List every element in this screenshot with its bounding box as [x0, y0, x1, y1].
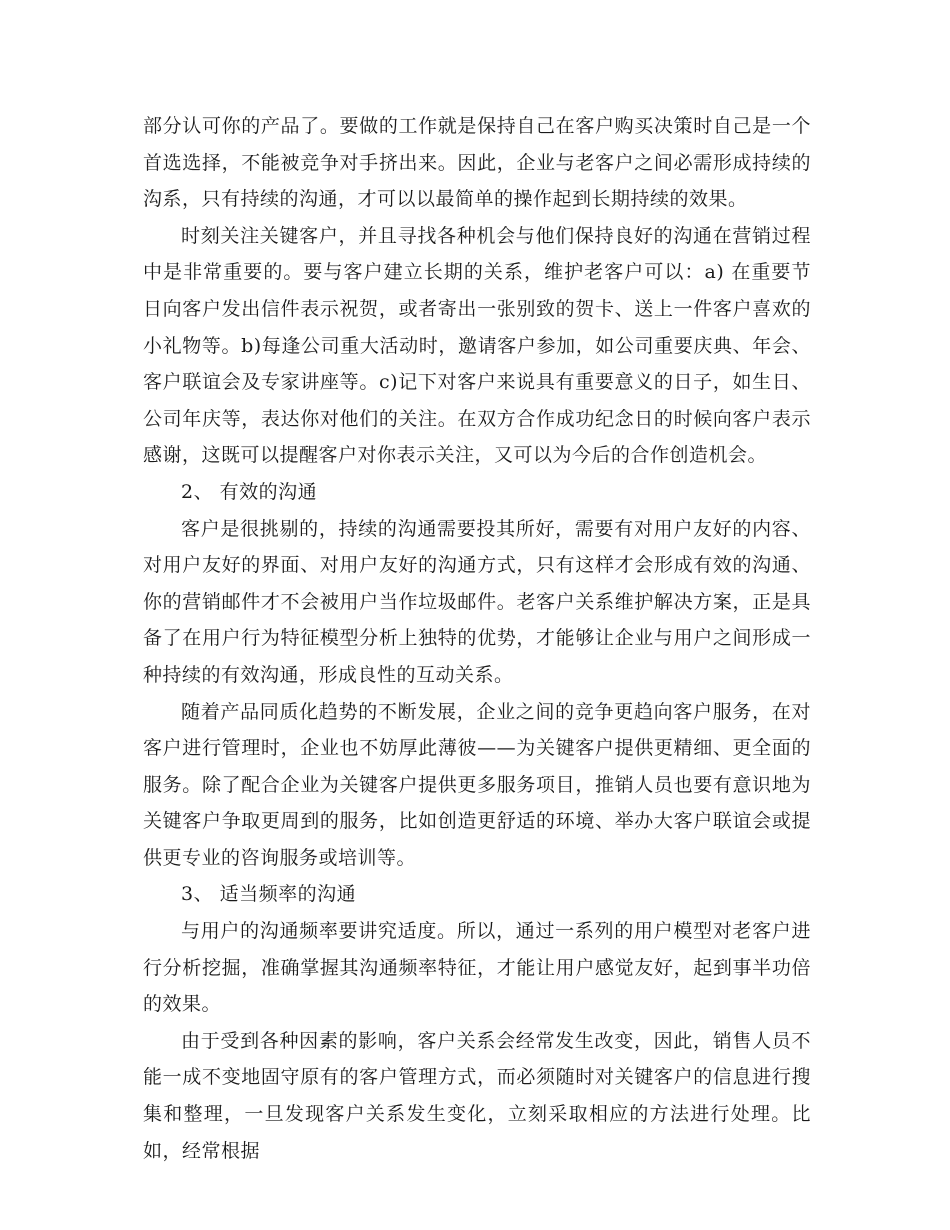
document-body [143, 108, 811, 1169]
section-heading-3: 3、 适当频率的沟通 [181, 883, 357, 906]
section-heading-2: 2、 有效的沟通 [181, 480, 318, 503]
paragraph-2: 时刻关注关键客户，并且寻找各种机会与他们保持良好的沟通在营销过程中是非常重要的。要与客户建立长期的关系，维护老客户可以：a) 在重要节日向客户发出信件表示祝贺，或者寄出一张别致的贺卡、送上一件客户喜欢的小礼物等。b)每逢公司重大活动时，邀请客户参加，如公司重要庆典、年会、客户联谊会及专家讲座等。c)记下对客户来说具有重要意义的日子，如生日、公司年庆等，表达你对他们的关注。在双方合作成功纪念日的时候向客户表示感谢，这既可以提醒客户对你表示关注，又可以为今后的合作创造机会。 [143, 224, 811, 467]
paragraph-4: 随着产品同质化趋势的不断发展，企业之间的竞争更趋向客户服务，在对客户进行管理时，企业也不妨厚此薄彼——为关键客户提供更精细、更全面的服务。除了配合企业为关键客户提供更多服务项目，推销人员也要有意识地为关键客户争取更周到的服务，比如创造更舒适的环境、举办大客户联谊会或提供更专业的咨询服务或培训等。 [143, 700, 811, 869]
paragraph-3: 客户是很挑剔的，持续的沟通需要投其所好，需要有对用户友好的内容、对用户友好的界面、对用户友好的沟通方式，只有这样才会形成有效的沟通、你的营销邮件才不会被用户当作垃圾邮件。老客户关系维护解决方案，正是具备了在用户行为特征模型分析上独特的优势，才能够让企业与用户之间形成一种持续的有效沟通，形成良性的互动关系。 [143, 517, 811, 686]
paragraph-6: 由于受到各种因素的影响，客户关系会经常发生改变，因此，销售人员不能一成不变地固守原有的客户管理方式，而必须随时对关键客户的信息进行搜集和整理，一旦发现客户关系发生变化，立刻采取相应的方法进行处理。比如，经常根据 [143, 1029, 811, 1162]
paragraph-1: 部分认可你的产品了。要做的工作就是保持自己在客户购买决策时自己是一个首选选择，不能被竞争对手挤出来。因此，企业与老客户之间必需形成持续的沟系，只有持续的沟通，才可以以最简单的操作起到长期持续的效果。 [143, 115, 811, 211]
paragraph-5: 与用户的沟通频率要讲究适度。所以，通过一系列的用户模型对老客户进行分析挖掘，准确掌握其沟通频率特征，才能让用户感觉友好，起到事半功倍的效果。 [143, 920, 811, 1016]
